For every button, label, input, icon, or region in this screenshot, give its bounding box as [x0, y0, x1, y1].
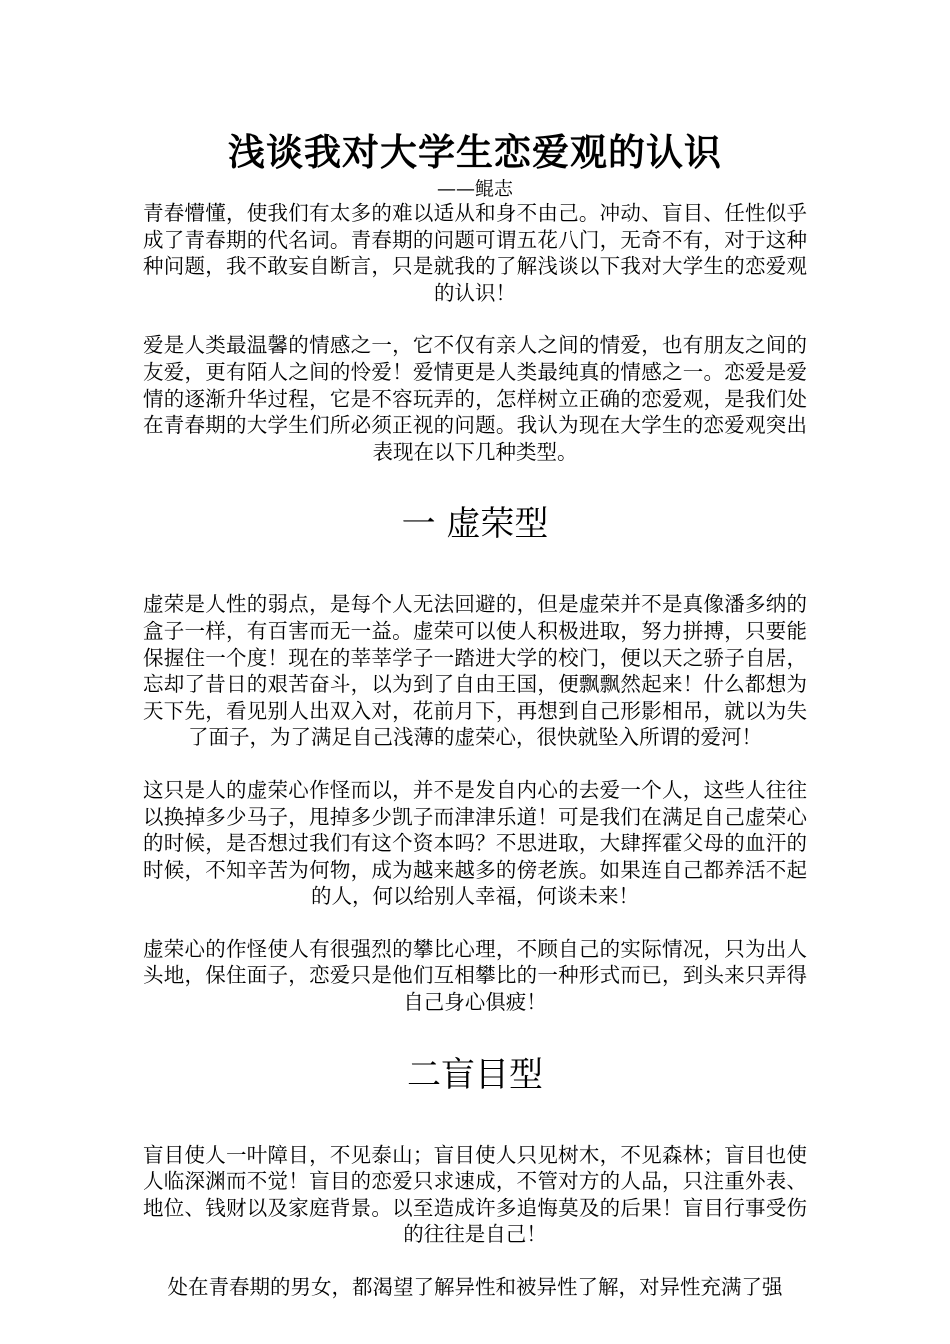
document-title: 浅谈我对大学生恋爱观的认识 — [228, 130, 722, 174]
section-heading-blindness: 二盲目型 — [407, 1054, 543, 1095]
section-spacer — [143, 547, 807, 591]
blindness-paragraph-1: 盲目使人一叶障目，不见泰山；盲目使人只见树木，不见森林；盲目也使人临深渊而不觉！盲目的恋爱只求速成，不管对方的人品，只注重外表、地位、钱财以及家庭背景。以至造成许多追悔莫及的后果！盲目行事受伤的往往是自己！ — [143, 1142, 807, 1247]
blindness-paragraph-2: 处在青春期的男女，都渴望了解异性和被异性了解，对异性充满了强 — [167, 1275, 783, 1300]
intro-paragraph-2: 爱是人类最温馨的情感之一，它不仅有亲人之间的情爱，也有朋友之间的友爱，更有陌人之间的怜爱！爱情更是人类最纯真的情感之一。恋爱是爱情的逐渐升华过程，它是不容玩弄的，怎样树立正确的恋爱观，是我们处在青春期的大学生们所必须正视的问题。我认为现在大学生的恋爱观突出表现在以下几种类型。 — [143, 333, 807, 464]
section-spacer — [143, 1016, 807, 1052]
section-spacer — [143, 465, 807, 501]
vanity-paragraph-3: 虚荣心的作怪使人有很强烈的攀比心理，不顾自己的实际情况，只为出人头地，保住面子，恋爱只是他们互相攀比的一种形式而已，到头来只弄得自己身心俱疲！ — [143, 936, 807, 1015]
section-spacer — [143, 1098, 807, 1142]
document-page — [143, 126, 807, 1301]
paragraph-spacer — [143, 910, 807, 936]
document-author: ——鲲志 — [436, 178, 513, 200]
vanity-paragraph-2: 这只是人的虚荣心作怪而以，并不是发自内心的去爱一个人，这些人往往以换掉多少马子，甩掉多少凯子而津津乐道！可是我们在满足自己虚荣心的时候，是否想过我们有这个资本吗？不思进取，大肆挥霍父母的血汗的时候，不知辛苦为何物，成为越来越多的傍老族。如果连自己都养活不起的人，何以给别人幸福，何谈未来！ — [143, 777, 807, 909]
section-heading-vanity: 一 虚荣型 — [401, 504, 549, 545]
vanity-paragraph-1: 虚荣是人性的弱点，是每个人无法回避的，但是虚荣并不是真像潘多纳的盒子一样，有百害而无一益。虚荣可以使人积极进取，努力拼搏，只要能保握住一个度！现在的莘莘学子一踏进大学的校门，便以天之骄子自居，忘却了昔日的艰苦奋斗，以为到了自由王国，便飘飘然起来！什么都想为天下先，看见别人出双入对，花前月下，再想到自己形影相吊，就以为失了面子，为了满足自己浅薄的虚荣心，很快就坠入所谓的爱河！ — [143, 592, 807, 750]
paragraph-spacer — [143, 1248, 807, 1274]
paragraph-spacer — [143, 751, 807, 777]
intro-paragraph-1: 青春懵懂，使我们有太多的难以适从和身不由己。冲动、盲目、任性似乎成了青春期的代名词。青春期的问题可谓五花八门，无奇不有，对于这种种问题，我不敢妄自断言，只是就我的了解浅谈以下我对大学生的恋爱观的认识！ — [143, 201, 807, 305]
paragraph-spacer — [143, 306, 807, 332]
